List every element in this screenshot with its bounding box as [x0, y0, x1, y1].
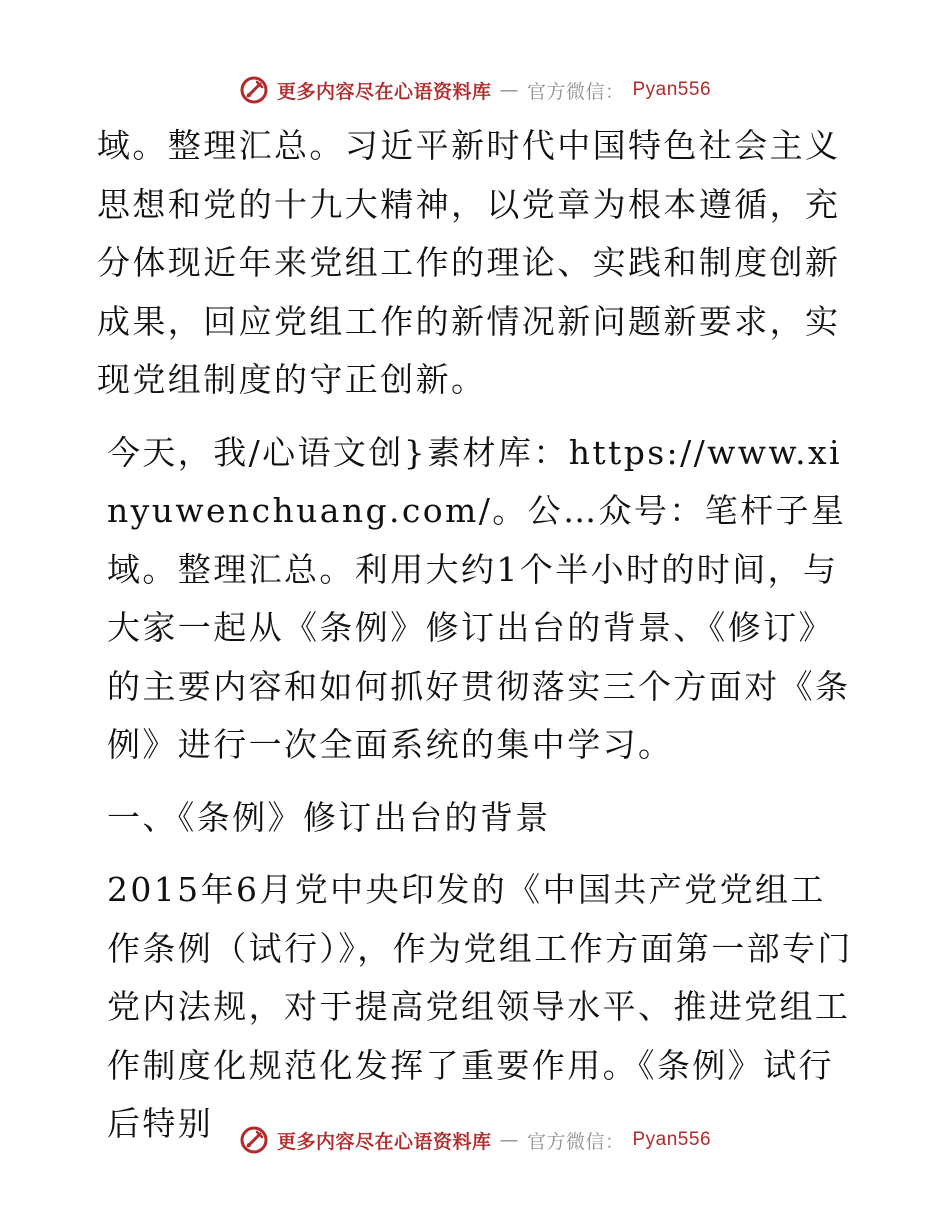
paragraph-3: 2015年6月党中央印发的《中国共产党党组工作条例（试行）》，作为党组工作方面第一部专门党内法规，对于提高党组领导水平、推进党组工作制度化规范化发挥了重要作用。《条例》试行后特别: [107, 870, 853, 1143]
watermark-wechat-id: Pyan556: [632, 1129, 712, 1150]
pen-logo-icon: [239, 1125, 269, 1155]
watermark-label: 官方微信：: [526, 1130, 625, 1153]
paragraph-1: 域。整理汇总。习近平新时代中国特色社会主义思想和党的十九大精神，以党章为根本遵循，充分体现近年来党组工作的理论、实践和制度创新成果，回应党组工作的新情况新问题新要求，实现党组制度的守正创新。: [97, 126, 841, 399]
document-body: [97, 117, 857, 1154]
paragraph-2: 今天，我/心语文创}素材库：https://www.xinyuwenchuang.com/。公…众号：笔杆子星域。整理汇总。利用大约1个半小时的时间，与大家一起从《条例》修订出台的背景、《修订》的主要内容和如何抓好贯彻落实三个方面对《条例》进行一次全面系统的集中学习。: [107, 432, 851, 764]
pen-logo-icon: [239, 75, 269, 105]
paragraph-gap: [97, 775, 857, 789]
section-heading: 一、《条例》修订出台的背景: [107, 797, 551, 837]
watermark-label: 官方微信：: [526, 80, 625, 103]
header-watermark: [0, 72, 950, 108]
watermark-separator: —: [499, 79, 519, 101]
watermark-brand: 更多内容尽在心语资料库: [276, 1130, 492, 1153]
footer-watermark: [0, 1122, 950, 1158]
paragraph-gap: [97, 847, 857, 861]
watermark-separator: —: [499, 1129, 519, 1151]
watermark-brand: 更多内容尽在心语资料库: [276, 80, 492, 103]
paragraph-gap: [97, 410, 857, 424]
watermark-wechat-id: Pyan556: [632, 79, 712, 100]
